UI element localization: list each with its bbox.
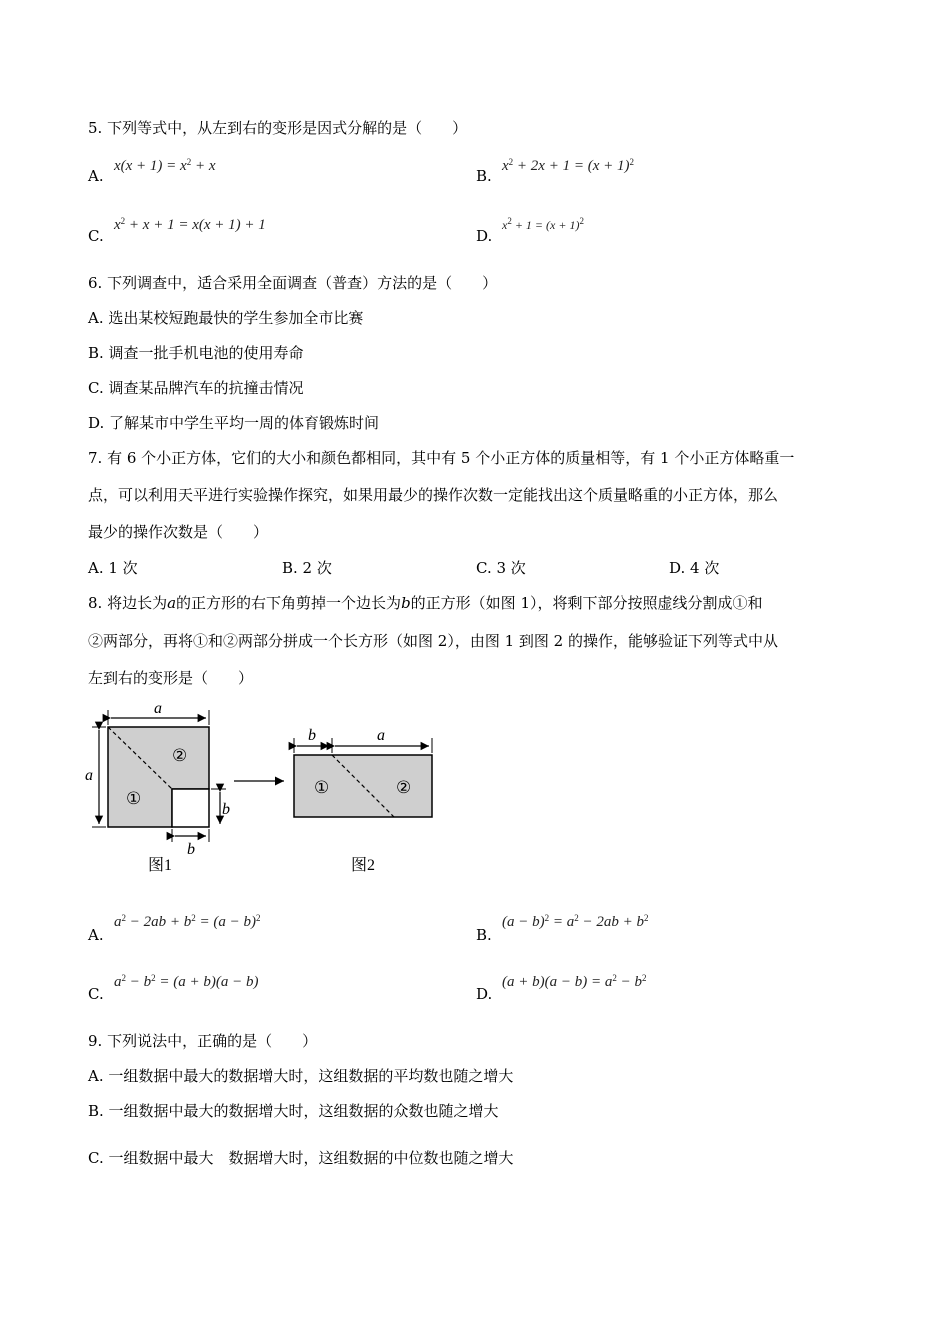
- q6-option-a: A. 选出某校短跑最快的学生参加全市比赛: [88, 309, 364, 327]
- q8-option-a-label: A.: [88, 926, 104, 944]
- q7-line-2: 点，可以利用天平进行实验操作探究，如果用最少的操作次数一定能找出这个质量略重的小正方体，那么: [88, 486, 779, 504]
- fig1-label-right-b: b: [222, 801, 230, 818]
- fig1-label-top-a: a: [154, 700, 162, 717]
- q8-line-1: 8. 将边长为a的正方形的右下角剪掉一个边长为b的正方形（如图 1），将剩下部分按照虚线分割成①和: [88, 594, 763, 612]
- q5-option-a-expr: $x(x + 1) = x^2 + x$: [114, 157, 216, 174]
- q5-option-d-expr: $x^2 + 1 = (x + 1)^2$: [502, 216, 584, 232]
- fig2-caption: 图2: [351, 857, 376, 874]
- q7-line-3: 最少的操作次数是（ ）: [88, 523, 269, 541]
- q7-option-b: B. 2 次: [282, 559, 332, 577]
- fig1-cut-square: [172, 789, 209, 827]
- q5-option-c-label: C.: [88, 227, 104, 245]
- q8-figure: [80, 698, 460, 883]
- fig2-label-a: a: [377, 727, 385, 744]
- fig1-caption: 图1: [148, 857, 173, 874]
- fig2-label-b: b: [308, 727, 316, 744]
- q8-option-d-label: D.: [476, 985, 493, 1003]
- fig1-label-bottom-b: b: [187, 841, 195, 858]
- q6-option-b: B. 调查一批手机电池的使用寿命: [88, 344, 304, 362]
- q8-option-c-expr: $a^2 - b^2 = (a + b)(a - b)$: [114, 973, 259, 990]
- q5-option-b-expr: $x^2 + 2x + 1 = (x + 1)^2$: [502, 157, 634, 174]
- q5-option-a-label: A.: [88, 167, 104, 185]
- q8-line-3: 左到右的变形是（ ）: [88, 669, 254, 687]
- q6-stem: 6. 下列调查中，适合采用全面调查（普查）方法的是（ ）: [88, 274, 498, 292]
- q8-option-a-expr: $a^2 - 2ab + b^2 = (a - b)^2$: [114, 913, 261, 930]
- q8-option-c-label: C.: [88, 985, 104, 1003]
- q9-option-c: C. 一组数据中最大 数据增大时，这组数据的中位数也随之增大: [88, 1149, 514, 1167]
- fig1-region-1: ①: [126, 789, 142, 808]
- q5-option-d-label: D.: [476, 227, 493, 245]
- q6-option-c: C. 调查某品牌汽车的抗撞击情况: [88, 379, 304, 397]
- q9-option-b: B. 一组数据中最大的数据增大时，这组数据的众数也随之增大: [88, 1102, 499, 1120]
- q9-option-a: A. 一组数据中最大的数据增大时，这组数据的平均数也随之增大: [88, 1067, 514, 1085]
- fig2-region-1: ①: [314, 778, 330, 797]
- q7-line-1: 7. 有 6 个小正方体，它们的大小和颜色都相同，其中有 5 个小正方体的质量相等，有 1 个小正方体略重一: [88, 449, 795, 467]
- q7-option-a: A. 1 次: [88, 559, 138, 577]
- q5-option-c-expr: $x^2 + x + 1 = x(x + 1) + 1$: [114, 216, 266, 233]
- fig2-region-2: ②: [396, 778, 412, 797]
- q8-option-d-expr: $(a + b)(a - b) = a^2 - b^2$: [502, 973, 647, 990]
- q5-option-b-label: B.: [476, 167, 492, 185]
- q6-option-d: D. 了解某市中学生平均一周的体育锻炼时间: [88, 414, 380, 432]
- q5-stem: 5. 下列等式中，从左到右的变形是因式分解的是（ ）: [88, 119, 468, 137]
- q9-stem: 9. 下列说法中，正确的是（ ）: [88, 1032, 318, 1050]
- q8-option-b-expr: $(a - b)^2 = a^2 - 2ab + b^2$: [502, 913, 649, 930]
- fig1-label-left-a: a: [85, 767, 93, 784]
- q8-option-b-label: B.: [476, 926, 492, 944]
- q7-option-d: D. 4 次: [669, 559, 720, 577]
- fig1-region-2: ②: [172, 746, 188, 765]
- q8-line-2: ②两部分，再将①和②两部分拼成一个长方形（如图 2），由图 1 到图 2 的操作，能够验证下列等式中从: [88, 632, 778, 650]
- q7-option-c: C. 3 次: [476, 559, 526, 577]
